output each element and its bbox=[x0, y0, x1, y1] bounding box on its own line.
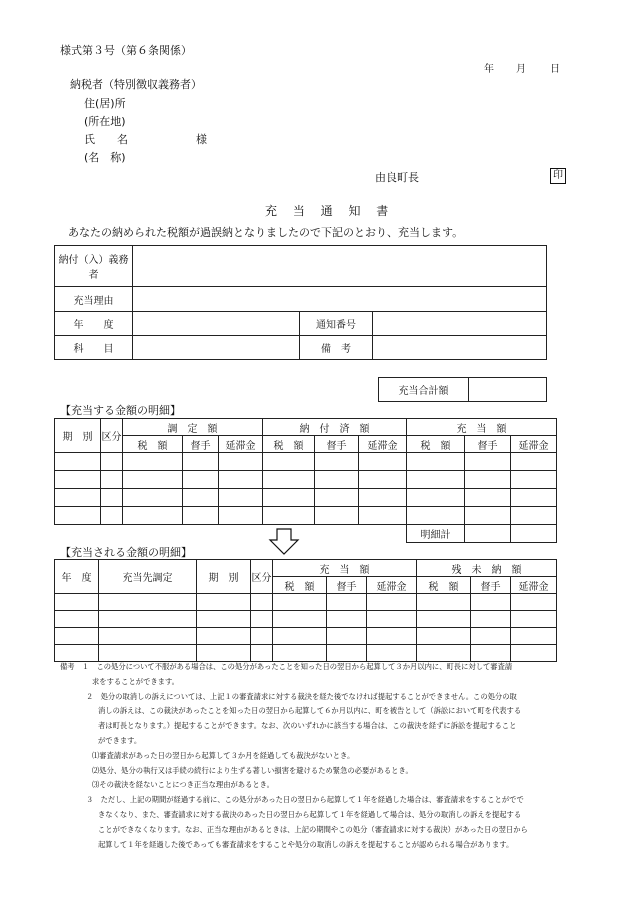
payer-label: 納付（入）義務者 bbox=[55, 246, 133, 287]
s1-tax-header: 税 額 bbox=[263, 436, 315, 453]
s1-paid-header: 納 付 済 額 bbox=[263, 419, 407, 436]
s2-tax-header: 税 額 bbox=[273, 577, 327, 594]
s2-demand-header: 督手 bbox=[471, 577, 511, 594]
s2-target-header: 充当先調定 bbox=[99, 560, 197, 594]
note-3-line-4: 起算して１年を経過した後であっても審査請求をすることや処分の取消しの訴えを提起することが認められる場合があります。 bbox=[98, 839, 514, 849]
remarks-label: 備 考 bbox=[300, 336, 373, 360]
payer-value bbox=[133, 246, 547, 287]
s1-subtotal-value bbox=[465, 525, 511, 543]
taxpayer-name-alt-label: (名 称) bbox=[84, 151, 126, 164]
s2-unpaid-header: 残 未 納 額 bbox=[417, 560, 557, 577]
form-number: 様式第３号（第６条関係） bbox=[60, 44, 192, 57]
s2-late-header: 延滞金 bbox=[367, 577, 417, 594]
info-table bbox=[54, 245, 547, 360]
date-year-label: 年 bbox=[484, 64, 494, 75]
intro-text: あなたの納められた税額が過誤納となりましたので下記のとおり、充当します。 bbox=[68, 226, 464, 239]
table-row bbox=[55, 594, 557, 611]
note-3-line-3: ことができなくなります。なお、正当な理由があるときは、上記の期間やこの処分（審査請求に対する裁決）があった日の翌日から bbox=[98, 824, 528, 834]
s2-applied-header: 充 当 額 bbox=[273, 560, 417, 577]
note-2-line-3: 者は町長となります。）提起することができます。なお、次のいずれかに該当する場合は、この裁決を経ずに訴訟を提起すること bbox=[98, 721, 517, 731]
s2-tax-header: 税 額 bbox=[417, 577, 471, 594]
notes-label: 備考 bbox=[60, 662, 75, 671]
section2-table bbox=[54, 559, 557, 662]
note-2-line-2: 消しの訴えは、この裁決があったことを知った日の翌日から起算して６か月以内に、町を被告として（訴訟において町を代表する bbox=[98, 706, 522, 716]
section1-heading: 【充当する金額の明細】 bbox=[60, 404, 181, 417]
taxpayer-name-label: 氏 名 bbox=[84, 133, 128, 146]
note-2-item-3: ⑶その裁決を経ないことにつき正当な理由があるとき。 bbox=[92, 780, 274, 790]
s1-period-header: 期 別 bbox=[55, 419, 101, 453]
s1-late-header: 延滞金 bbox=[359, 436, 407, 453]
s2-demand-header: 督手 bbox=[327, 577, 367, 594]
s1-tax-header: 税 額 bbox=[407, 436, 465, 453]
down-arrow-icon bbox=[268, 528, 300, 556]
note-3-line-1: ただし、上記の期間が経過する前に、この処分があった日の翌日から起算して１年を経過した場合は、審査請求をすることがでで bbox=[100, 795, 524, 805]
note-2-item-2: ⑵処分、処分の執行又は手続の続行により生ずる著しい損害を避けるため緊急の必要があるとき。 bbox=[92, 765, 413, 775]
s1-subtotal-spacer bbox=[55, 525, 407, 543]
document-title: 充 当 通 知 書 bbox=[265, 204, 395, 218]
note-2-item-1: ⑴審査請求があった日の翌日から起算して３か月を経過しても裁決がないとき。 bbox=[92, 750, 355, 760]
s1-applied-header: 充 当 額 bbox=[407, 419, 557, 436]
table-row bbox=[55, 611, 557, 628]
total-value bbox=[469, 378, 547, 402]
s2-late-header: 延滞金 bbox=[511, 577, 557, 594]
s1-division-header: 区分 bbox=[101, 419, 123, 453]
s1-subtotal-value bbox=[511, 525, 557, 543]
seal-mark: 印 bbox=[550, 168, 566, 184]
fiscal-year-value bbox=[133, 312, 300, 336]
s2-period-header: 期 別 bbox=[197, 560, 251, 594]
taxpayer-location-label: (所在地) bbox=[84, 115, 126, 128]
s2-division-header: 区分 bbox=[251, 560, 273, 594]
notice-number-value bbox=[373, 312, 547, 336]
table-row bbox=[55, 453, 557, 471]
issuer-name: 由良町長 bbox=[375, 171, 419, 184]
note-1-line-2: 求をすることができます。 bbox=[92, 676, 179, 686]
s2-year-header: 年 度 bbox=[55, 560, 99, 594]
item-label: 科 目 bbox=[55, 336, 133, 360]
notes-section: 備考 １ この処分について不服がある場合は、この処分があったことを知った日の翌日から起算して３か月以内に、町長に対して審査請 求をすることができます。 ２ 処分の取消しの訴えについては、上記１の審査請求に対する裁決を経た後でなければ提起することができません。この処分の取 消しの訴えは、この裁決があったことを知った日の翌日から起算して６か月以内に、町を被告として（訴訟において町を代表する 者は町長となります。）提起することができます。なお、次のいずれかに該当する場合は、この裁決を経ずに訴訟を提起すること ができます。 ⑴審査請求があった日の翌日から起算して３か月を経過しても裁決がないとき。 ⑵処分、処分の執行又は手続の続行により生ずる著しい損害を避けるため緊急の必要があるとき。 ⑶その裁決を経ないことにつき正当な理由があるとき。 ３ ただし、上記の期間が経過する前に、この処分があった日の翌日から起算して１年を経過した場合は、審査請求をすることがでで きなくなり、また、審査請求に対する裁決のあった日の翌日から起算して１年を経過して場合は、処分の取消しの訴えを提起する ことができなくなります。なお、正当な理由があるときは、上記の期間やこの処分（審査請求に対する裁決）があった日の翌日から 起算して１年を経過した後であっても審査請求をすることや処分の取消しの訴えを提起することが認められる場合があります。 bbox=[60, 660, 570, 852]
s1-demand-header: 督手 bbox=[315, 436, 359, 453]
reason-value bbox=[133, 287, 547, 312]
note-1-line-1: この処分について不服がある場合は、この処分があったことを知った日の翌日から起算して３か月以内に、町長に対して審査請 bbox=[96, 662, 513, 671]
note-3-line-2: きなくなり、また、審査請求に対する裁決のあった日の翌日から起算して１年を経過して場合は、処分の取消しの訴えを提起する bbox=[98, 809, 522, 819]
s1-tax-header: 税 額 bbox=[123, 436, 183, 453]
fiscal-year-label: 年 度 bbox=[55, 312, 133, 336]
taxpayer-address-label: 住(居)所 bbox=[84, 97, 126, 110]
reason-label: 充当理由 bbox=[55, 287, 133, 312]
s1-subtotal-label: 明細計 bbox=[407, 525, 465, 543]
remarks-value bbox=[373, 336, 547, 360]
total-label: 充当合計額 bbox=[379, 378, 469, 402]
table-row bbox=[55, 489, 557, 507]
note-2-line-1: 処分の取消しの訴えについては、上記１の審査請求に対する裁決を経た後でなければ提起することができません。この処分の取 bbox=[100, 691, 517, 701]
table-row bbox=[55, 628, 557, 645]
date-month-label: 月 bbox=[516, 64, 526, 75]
section2-heading: 【充当される金額の明細】 bbox=[60, 546, 192, 559]
notice-number-label: 通知番号 bbox=[300, 312, 373, 336]
taxpayer-heading: 納税者（特別徴収義務者） bbox=[70, 78, 202, 91]
table-row bbox=[55, 507, 557, 525]
date-day-label: 日 bbox=[550, 64, 560, 75]
table-row bbox=[55, 471, 557, 489]
s1-late-header: 延滞金 bbox=[219, 436, 263, 453]
table-row bbox=[55, 645, 557, 662]
s1-late-header: 延滞金 bbox=[511, 436, 557, 453]
s1-demand-header: 督手 bbox=[183, 436, 219, 453]
s1-assessed-header: 調 定 額 bbox=[123, 419, 263, 436]
s1-demand-header: 督手 bbox=[465, 436, 511, 453]
total-table bbox=[378, 377, 547, 402]
taxpayer-honorific: 様 bbox=[196, 133, 207, 146]
note-2-line-4: ができます。 bbox=[98, 735, 142, 745]
section1-table bbox=[54, 418, 557, 543]
item-value bbox=[133, 336, 300, 360]
